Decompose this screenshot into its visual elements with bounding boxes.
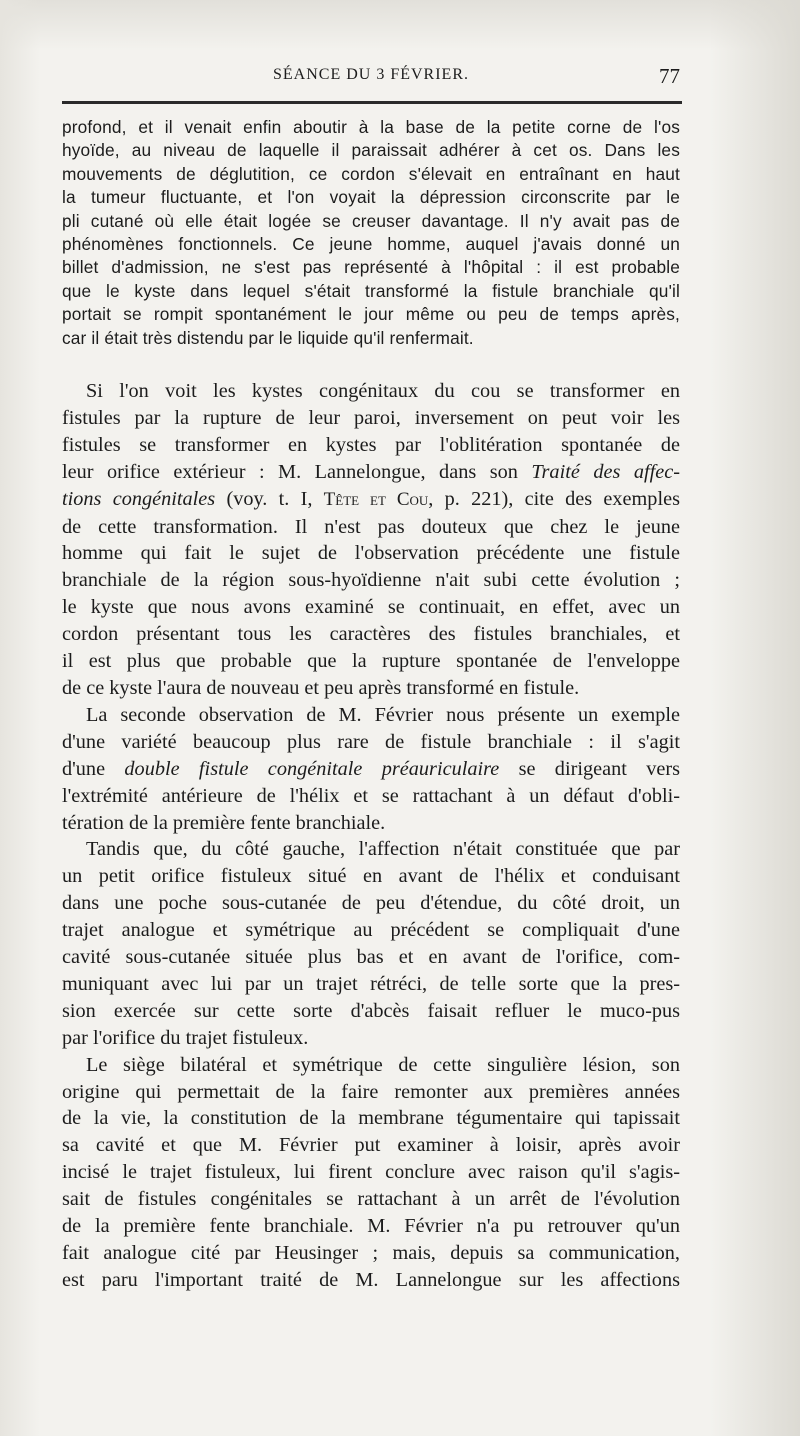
text-line: fistules se transformer en kystes par l'oblitération spontanée de — [62, 433, 680, 456]
text-line: branchiale de la région sous-hyoïdienne n'ait subi cette évolution ; — [62, 569, 680, 592]
text-line: car il était très distendu par le liquide qu'il renfermait. — [62, 327, 474, 348]
text-line: portait se rompit spontanément le jour même ou peu de temps après, — [62, 304, 680, 325]
text-line: billet d'admission, ne s'est pas représenté à l'hôpital : il est probable — [62, 257, 680, 278]
text-segment: d'une — [62, 757, 125, 780]
emphasis-term: double fistule congénitale préauriculaire — [124, 757, 500, 780]
page-shadow-left — [0, 0, 40, 1436]
text-line — [62, 486, 680, 514]
text-line: La seconde observation de M. Février nous présente un exemple — [86, 703, 680, 726]
text-line — [62, 756, 680, 783]
text-line: tération de la première fente branchiale. — [62, 811, 386, 834]
text-line: homme qui fait le sujet de l'observation précédente une fistule — [62, 542, 680, 565]
text-line: de la première fente branchiale. M. Février n'a pu retrouver qu'un — [62, 1215, 680, 1238]
text-line: dans une poche sous-cutanée de peu d'étendue, du côté droit, un — [62, 892, 680, 915]
text-line: Si l'on voit les kystes congénitaux du cou se transformer en — [86, 380, 680, 402]
page-shadow-right — [710, 0, 800, 1436]
text-line: sa cavité et que M. Février put examiner à loisir, après avoir — [62, 1134, 680, 1157]
text-line: hyoïde, au niveau de laquelle il paraissait adhérer à cet os. Dans les — [62, 140, 680, 161]
volume-section: Tête et Cou — [323, 488, 429, 510]
paragraph-2 — [62, 702, 680, 837]
text-line: par l'orifice du trajet fistuleux. — [62, 1026, 309, 1049]
text-line: Le siège bilatéral et symétrique de cette singulière lésion, son — [86, 1053, 680, 1076]
text-line: fait analogue cité par Heusinger ; mais, depuis sa communication, — [62, 1242, 680, 1264]
main-text — [62, 378, 680, 1294]
small-print-paragraph — [62, 116, 680, 350]
text-line: cordon présentant tous les caractères des fistules branchiales, et — [62, 623, 680, 646]
page-number: 77 — [659, 64, 680, 88]
text-line: Tandis que, du côté gauche, l'affection n'était constituée que par — [86, 838, 680, 861]
text-line: la tumeur fluctuante, et l'on voyait la dépression circonscrite par le — [62, 187, 680, 208]
running-title: SÉANCE DU 3 FÉVRIER. — [272, 66, 469, 83]
paragraph-3 — [62, 836, 680, 1051]
text-line: cavité sous-cutanée située plus bas et en avant de l'orifice, com- — [62, 946, 680, 969]
paragraph-4 — [62, 1052, 680, 1294]
page-header — [62, 66, 680, 94]
text-line: profond, et il venait enfin aboutir à la base de la petite corne de l'os — [62, 117, 680, 137]
text-line: de cette transformation. Il n'est pas douteux que chez le jeune — [62, 515, 680, 538]
text-segment: , p. 221), cite des exemples — [428, 487, 680, 510]
page-shadow-top — [0, 0, 800, 50]
book-title: tions congénitales — [62, 487, 216, 510]
text-line: incisé le trajet fistuleux, lui firent conclure avec raison qu'il s'agis- — [62, 1161, 680, 1184]
text-line: trajet analogue et symétrique au précédent se compliquait d'une — [62, 919, 680, 942]
text-segment: (voy. t. I, — [215, 487, 324, 510]
text-line: d'une variété beaucoup plus rare de fistule branchiale : il s'agit — [62, 730, 680, 753]
text-line: pli cutané où elle était logée se creuser davantage. Il n'y avait pas de — [62, 210, 680, 231]
text-line: un petit orifice fistuleux situé en avant de l'hélix et conduisant — [62, 865, 680, 888]
text-line: de ce kyste l'aura de nouveau et peu après transformé en fistule. — [62, 676, 580, 699]
text-line: mouvements de déglutition, ce cordon s'élevait en entraînant en haut — [62, 163, 680, 184]
text-line: il est plus que probable que la rupture spontanée de l'enveloppe — [62, 650, 680, 673]
text-line: que le kyste dans lequel s'était transformé la fistule branchiale qu'il — [62, 280, 680, 301]
text-line: l'extrémité antérieure de l'hélix et se rattachant à un défaut d'obli- — [62, 784, 680, 807]
text-line: origine qui permettait de la faire remonter aux premières années — [62, 1080, 680, 1103]
paragraph-1 — [62, 378, 680, 702]
text-line: de la vie, la constitution de la membrane tégumentaire qui tapissait — [62, 1107, 680, 1130]
text-line — [62, 459, 680, 486]
text-line: sait de fistules congénitales se rattachant à un arrêt de l'évolution — [62, 1188, 680, 1211]
header-rule — [62, 101, 682, 104]
text-line: fistules par la rupture de leur paroi, inversement on peut voir les — [62, 406, 680, 429]
book-title: Traité des affec- — [531, 460, 680, 483]
text-line: muniquant avec lui par un trajet rétréci, de telle sorte que la pres- — [62, 972, 680, 995]
text-segment: se dirigeant vers — [499, 757, 680, 780]
text-line: est paru l'important traité de M. Lannelongue sur les affections — [62, 1268, 680, 1291]
text-line: le kyste que nous avons examiné se continuait, en effet, avec un — [62, 596, 680, 619]
text-segment: leur orifice extérieur : M. Lannelongue, dans son — [62, 460, 532, 483]
text-line: sion exercée sur cette sorte d'abcès faisait refluer le muco-pus — [62, 999, 680, 1022]
text-line: phénomènes fonctionnels. Ce jeune homme, auquel j'avais donné un — [62, 234, 680, 255]
